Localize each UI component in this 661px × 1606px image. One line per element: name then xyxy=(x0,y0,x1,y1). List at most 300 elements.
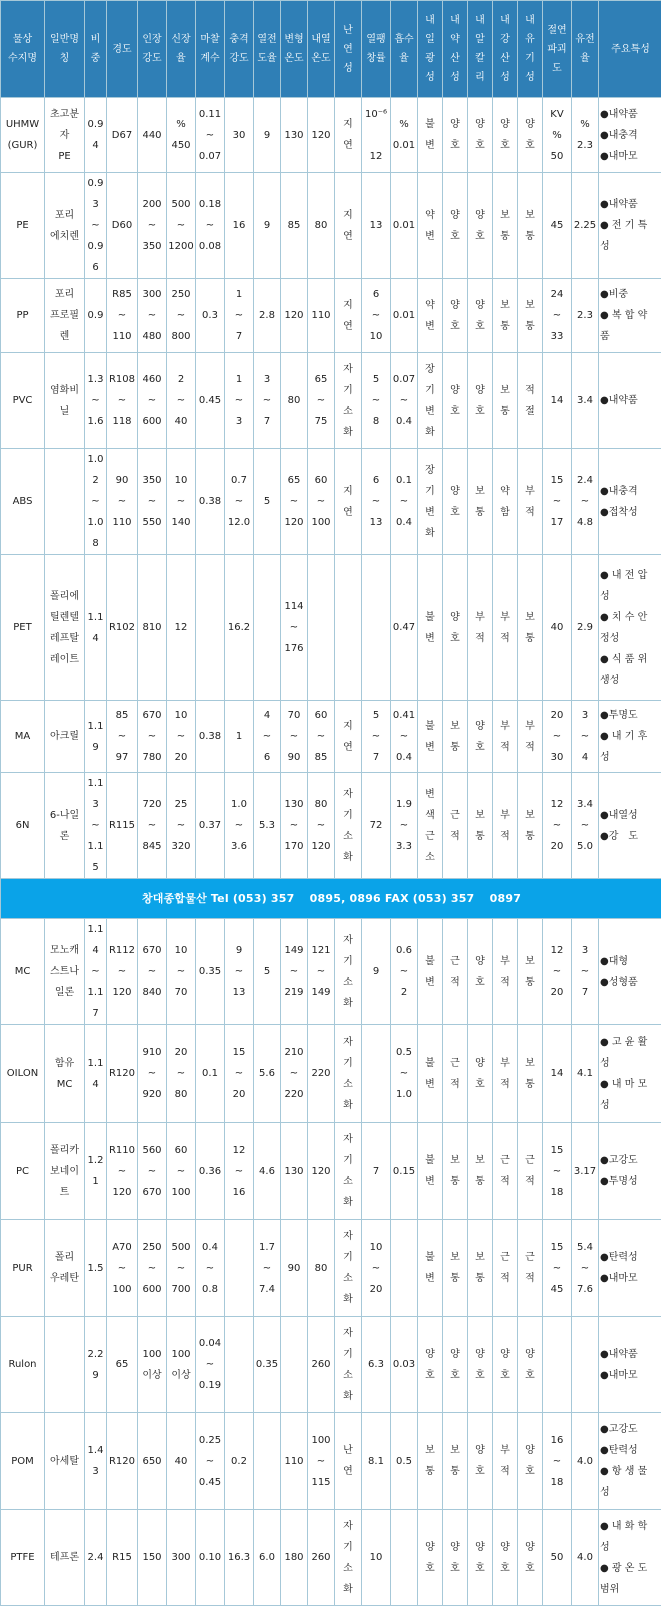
table-cell: 0.07 ~ 0.4 xyxy=(391,353,418,449)
table-cell: 테프론 xyxy=(45,1510,85,1606)
table-cell: 50 xyxy=(543,1510,572,1606)
table-cell: 1.14 xyxy=(85,1025,107,1123)
table-cell: 0.94 xyxy=(85,98,107,173)
table-cell: 지 연 xyxy=(335,279,362,353)
column-header: 인장 강도 xyxy=(138,1,167,98)
table-cell: 부 적 xyxy=(518,449,543,555)
resin-name-cell: UHMW (GUR) xyxy=(1,98,45,173)
table-cell: 45 xyxy=(543,173,572,279)
table-cell: 9 ~ 13 xyxy=(225,919,254,1025)
table-cell: 양 호 xyxy=(468,1317,493,1413)
table-cell: 2.25 xyxy=(572,173,599,279)
resin-name-cell: Rulon xyxy=(1,1317,45,1413)
table-cell: 10 ~ 20 xyxy=(167,701,196,773)
feature-cell: ● 고 윤 활 성 ● 내 마 모 성 xyxy=(599,1025,661,1123)
table-cell: 121 ~ 149 xyxy=(308,919,335,1025)
table-cell: 14 xyxy=(543,353,572,449)
table-cell: 5.4 ~ 7.6 xyxy=(572,1220,599,1317)
table-cell: 보 통 xyxy=(443,1123,468,1220)
table-cell: 100 이상 xyxy=(138,1317,167,1413)
table-cell: 3.4 xyxy=(572,353,599,449)
table-cell: R108 ~ 118 xyxy=(107,353,138,449)
feature-cell: ● 내 화 학 성 ● 광 온 도 범위 xyxy=(599,1510,661,1606)
table-cell: 110 xyxy=(308,279,335,353)
table-cell: 12 xyxy=(167,555,196,701)
table-cell: 0.93 ~ 0.96 xyxy=(85,173,107,279)
table-cell: 0.1 ~ 0.4 xyxy=(391,449,418,555)
table-cell: 0.01 xyxy=(391,279,418,353)
column-header: 일반명 칭 xyxy=(45,1,85,98)
table-cell: 720 ~ 845 xyxy=(138,773,167,879)
column-header: 내 알 칼 리 xyxy=(468,1,493,98)
resin-name-cell: MC xyxy=(1,919,45,1025)
table-row xyxy=(1,919,661,1025)
table-cell: 보 통 xyxy=(493,279,518,353)
table-cell: 1.7 ~ 7.4 xyxy=(254,1220,281,1317)
table-cell: 지 연 xyxy=(335,701,362,773)
column-header: 흡수 율 xyxy=(391,1,418,98)
table-cell: 12 ~ 20 xyxy=(543,919,572,1025)
column-header: 절연 파괴 도 xyxy=(543,1,572,98)
table-cell: D60 xyxy=(107,173,138,279)
table-cell: 90 xyxy=(281,1220,308,1317)
table-cell xyxy=(45,1317,85,1413)
table-cell: 약 변 xyxy=(418,173,443,279)
table-cell: 250 ~ 600 xyxy=(138,1220,167,1317)
feature-cell: ●탄력성 ●내마모 xyxy=(599,1220,661,1317)
feature-cell: ●고강도 ●투명성 xyxy=(599,1123,661,1220)
table-cell: 불 변 xyxy=(418,98,443,173)
table-cell: 난 연 xyxy=(335,1413,362,1510)
table-cell: 0.6 ~ 2 xyxy=(391,919,418,1025)
table-cell: 0.11 ~ 0.07 xyxy=(196,98,225,173)
table-cell: 양 호 xyxy=(518,1413,543,1510)
table-row xyxy=(1,1220,661,1317)
table-cell: 양 호 xyxy=(468,1510,493,1606)
header-row xyxy=(1,1,661,98)
table-cell: 260 xyxy=(308,1317,335,1413)
table-cell: 양 호 xyxy=(443,1510,468,1606)
table-cell: 포리 에치렌 xyxy=(45,173,85,279)
table-row xyxy=(1,449,661,555)
table-cell: 4 ~ 6 xyxy=(254,701,281,773)
table-cell: 10 ~ 20 xyxy=(362,1220,391,1317)
table-cell: R15 xyxy=(107,1510,138,1606)
table-cell: KV % 50 xyxy=(543,98,572,173)
table-cell: 0.36 xyxy=(196,1123,225,1220)
resin-name-cell: OILON xyxy=(1,1025,45,1123)
table-cell: 근 적 xyxy=(443,919,468,1025)
table-cell: 0.25 ~ 0.45 xyxy=(196,1413,225,1510)
table-cell: 3 ~ 4 xyxy=(572,701,599,773)
table-cell: 부 적 xyxy=(518,701,543,773)
table-cell: 120 xyxy=(308,98,335,173)
table-cell: 10 ~ 70 xyxy=(167,919,196,1025)
table-cell: 1.21 xyxy=(85,1123,107,1220)
column-header: 열전 도율 xyxy=(254,1,281,98)
table-cell: 0.1 xyxy=(196,1025,225,1123)
table-cell: 0.35 xyxy=(196,919,225,1025)
table-cell: 110 xyxy=(281,1413,308,1510)
column-header: 마찰 계수 xyxy=(196,1,225,98)
table-cell: 16 ~ 18 xyxy=(543,1413,572,1510)
table-cell: 보 통 xyxy=(443,701,468,773)
table-row xyxy=(1,1510,661,1606)
table-cell: R102 xyxy=(107,555,138,701)
table-cell: 16 xyxy=(225,173,254,279)
table-cell: 4.6 xyxy=(254,1123,281,1220)
table-cell: 근 적 xyxy=(443,1025,468,1123)
table-row xyxy=(1,1317,661,1413)
table-cell: 양 호 xyxy=(443,98,468,173)
column-header: 경도 xyxy=(107,1,138,98)
table-row xyxy=(1,1123,661,1220)
table-cell: 지 연 xyxy=(335,98,362,173)
table-cell: 0.01 xyxy=(391,173,418,279)
table-cell: 보 통 xyxy=(493,173,518,279)
table-row xyxy=(1,555,661,701)
table-cell: 자 기 소 화 xyxy=(335,1317,362,1413)
table-cell: 포리 프로필 렌 xyxy=(45,279,85,353)
table-cell xyxy=(391,1220,418,1317)
resin-name-cell: PUR xyxy=(1,1220,45,1317)
table-cell: 양 호 xyxy=(493,98,518,173)
column-header: 내열 온도 xyxy=(308,1,335,98)
table-cell: 0.9 xyxy=(85,279,107,353)
table-cell: 40 xyxy=(543,555,572,701)
table-cell: 3 ~ 7 xyxy=(254,353,281,449)
table-cell: 7 xyxy=(362,1123,391,1220)
table-cell: 6.3 xyxy=(362,1317,391,1413)
table-cell: 보 통 xyxy=(418,1413,443,1510)
table-cell: 3.17 xyxy=(572,1123,599,1220)
table-cell: D67 xyxy=(107,98,138,173)
table-cell: 60 ~ 100 xyxy=(167,1123,196,1220)
table-cell: 부 적 xyxy=(493,1413,518,1510)
table-cell: 15 ~ 20 xyxy=(225,1025,254,1123)
table-cell: % 0.01 xyxy=(391,98,418,173)
table-cell: 2.3 xyxy=(572,279,599,353)
table-cell: 1.0 ~ 3.6 xyxy=(225,773,254,879)
table-cell: 70 ~ 90 xyxy=(281,701,308,773)
table-cell: 지 연 xyxy=(335,449,362,555)
column-header: 내 약 산 성 xyxy=(443,1,468,98)
table-cell: 1.02 ~ 1.08 xyxy=(85,449,107,555)
table-cell: 20 ~ 30 xyxy=(543,701,572,773)
table-cell: 350 ~ 550 xyxy=(138,449,167,555)
table-cell: 810 xyxy=(138,555,167,701)
table-cell: 2.29 xyxy=(85,1317,107,1413)
resin-name-cell: PVC xyxy=(1,353,45,449)
table-cell xyxy=(225,1220,254,1317)
table-cell: 13 xyxy=(362,173,391,279)
table-cell: 16.2 xyxy=(225,555,254,701)
table-cell: 0.47 xyxy=(391,555,418,701)
table-cell: 0.37 xyxy=(196,773,225,879)
table-cell: 5 ~ 7 xyxy=(362,701,391,773)
table-cell: 보 통 xyxy=(518,773,543,879)
column-header: 물상 수지명 xyxy=(1,1,45,98)
table-cell: 양 호 xyxy=(443,173,468,279)
table-cell: 근 적 xyxy=(443,773,468,879)
column-header: 변형 온도 xyxy=(281,1,308,98)
table-cell: % 450 xyxy=(167,98,196,173)
table-cell: 부 적 xyxy=(493,555,518,701)
feature-cell: ●내약품 xyxy=(599,353,661,449)
table-cell: R85 ~ 110 xyxy=(107,279,138,353)
table-cell: 함유 MC xyxy=(45,1025,85,1123)
table-cell: 2.9 xyxy=(572,555,599,701)
table-cell: 보 통 xyxy=(468,1220,493,1317)
table-cell: 양 호 xyxy=(443,449,468,555)
table-cell: 1.19 xyxy=(85,701,107,773)
feature-cell: ●내약품 ●내마모 xyxy=(599,1317,661,1413)
table-cell: 0.38 xyxy=(196,449,225,555)
table-cell xyxy=(254,555,281,701)
column-header: 비 중 xyxy=(85,1,107,98)
table-cell: 부 적 xyxy=(493,1025,518,1123)
table-cell: 4.1 xyxy=(572,1025,599,1123)
table-cell xyxy=(308,555,335,701)
table-cell xyxy=(45,449,85,555)
table-cell: 약 함 xyxy=(493,449,518,555)
resin-name-cell: POM xyxy=(1,1413,45,1510)
table-cell: 양 호 xyxy=(443,555,468,701)
table-cell xyxy=(572,1317,599,1413)
table-cell: 양 호 xyxy=(468,1413,493,1510)
table-cell: 근 적 xyxy=(493,1123,518,1220)
table-cell: 양 호 xyxy=(468,98,493,173)
table-cell: 40 xyxy=(167,1413,196,1510)
feature-cell: ●투명도 ● 내 기 후 성 xyxy=(599,701,661,773)
table-cell: 15 ~ 45 xyxy=(543,1220,572,1317)
table-cell: 8.1 xyxy=(362,1413,391,1510)
table-cell: 적 절 xyxy=(518,353,543,449)
table-cell xyxy=(335,555,362,701)
column-header: 내 강 산 성 xyxy=(493,1,518,98)
table-cell: 양 호 xyxy=(468,701,493,773)
table-cell: 보 통 xyxy=(518,555,543,701)
table-cell: 0.15 xyxy=(391,1123,418,1220)
table-cell: 양 호 xyxy=(468,353,493,449)
table-cell: 1.43 xyxy=(85,1413,107,1510)
table-cell: 300 ~ 480 xyxy=(138,279,167,353)
table-cell xyxy=(543,1317,572,1413)
company-banner-row xyxy=(1,879,661,919)
table-row xyxy=(1,98,661,173)
table-cell: 5.6 xyxy=(254,1025,281,1123)
table-cell: 9 xyxy=(362,919,391,1025)
table-cell: 90 ~ 110 xyxy=(107,449,138,555)
table-cell: 100 이상 xyxy=(167,1317,196,1413)
table-cell xyxy=(196,555,225,701)
table-cell: 1.13 ~ 1.15 xyxy=(85,773,107,879)
table-cell: 불 변 xyxy=(418,701,443,773)
table-cell: 0.35 xyxy=(254,1317,281,1413)
table-cell: 80 xyxy=(308,173,335,279)
column-header: 주요특성 xyxy=(599,1,661,98)
table-cell: 장 기 변 화 xyxy=(418,449,443,555)
table-cell: 보 통 xyxy=(468,1123,493,1220)
table-cell: 부 적 xyxy=(468,555,493,701)
table-cell: 양 호 xyxy=(493,1510,518,1606)
table-cell: 자 기 소 화 xyxy=(335,773,362,879)
table-cell: 불 변 xyxy=(418,1123,443,1220)
table-row xyxy=(1,1025,661,1123)
resin-name-cell: ABS xyxy=(1,449,45,555)
table-cell: 자 기 소 화 xyxy=(335,1220,362,1317)
table-cell: 불 변 xyxy=(418,1220,443,1317)
feature-cell: ●고강도 ●탄력성 ● 항 생 물 성 xyxy=(599,1413,661,1510)
table-cell: 보 통 xyxy=(493,353,518,449)
table-cell: 양 호 xyxy=(443,279,468,353)
table-cell: 114 ~ 176 xyxy=(281,555,308,701)
table-cell: 초고분 자 PE xyxy=(45,98,85,173)
table-cell: 220 xyxy=(308,1025,335,1123)
table-cell: 0.5 ~ 1.0 xyxy=(391,1025,418,1123)
table-cell: 양 호 xyxy=(518,1317,543,1413)
table-cell: 모노캐 스트나 일론 xyxy=(45,919,85,1025)
table-cell: 6.0 xyxy=(254,1510,281,1606)
table-cell: 6 ~ 13 xyxy=(362,449,391,555)
table-cell: 양 호 xyxy=(443,353,468,449)
table-cell: 3 ~ 7 xyxy=(572,919,599,1025)
table-cell: 210 ~ 220 xyxy=(281,1025,308,1123)
column-header: 유전 율 xyxy=(572,1,599,98)
table-row xyxy=(1,701,661,773)
table-cell: 500 ~ 700 xyxy=(167,1220,196,1317)
table-cell: 양 호 xyxy=(443,1317,468,1413)
table-cell: 0.3 xyxy=(196,279,225,353)
table-row xyxy=(1,279,661,353)
table-cell: 약 변 xyxy=(418,279,443,353)
table-cell: 85 ~ 97 xyxy=(107,701,138,773)
table-cell: 자 기 소 화 xyxy=(335,1123,362,1220)
table-cell: 460 ~ 600 xyxy=(138,353,167,449)
table-cell: 아크릴 xyxy=(45,701,85,773)
table-cell: 폴리에 틸렌텔 레프탈 레이트 xyxy=(45,555,85,701)
table-cell: 보 통 xyxy=(518,919,543,1025)
table-cell: 0.38 xyxy=(196,701,225,773)
table-cell: 30 xyxy=(225,98,254,173)
table-cell: 1.3 ~ 1.6 xyxy=(85,353,107,449)
table-cell: 72 xyxy=(362,773,391,879)
resin-name-cell: PET xyxy=(1,555,45,701)
table-cell: 10⁻⁶ 12 xyxy=(362,98,391,173)
table-cell: 65 ~ 75 xyxy=(308,353,335,449)
table-cell: 12 ~ 20 xyxy=(543,773,572,879)
table-cell: 양 호 xyxy=(518,98,543,173)
table-cell: 65 ~ 120 xyxy=(281,449,308,555)
table-cell: 6-나일 론 xyxy=(45,773,85,879)
table-cell: 560 ~ 670 xyxy=(138,1123,167,1220)
table-cell: 1.14 xyxy=(85,555,107,701)
table-cell: 0.2 xyxy=(225,1413,254,1510)
table-cell: 15 ~ 18 xyxy=(543,1123,572,1220)
resin-name-cell: PE xyxy=(1,173,45,279)
table-cell: 200 ~ 350 xyxy=(138,173,167,279)
table-cell: R120 xyxy=(107,1025,138,1123)
table-cell: 0.41 ~ 0.4 xyxy=(391,701,418,773)
table-cell: 20 ~ 80 xyxy=(167,1025,196,1123)
table-cell: 2.8 xyxy=(254,279,281,353)
table-cell: 폴리카 보네이 트 xyxy=(45,1123,85,1220)
table-cell: 1 xyxy=(225,701,254,773)
table-row xyxy=(1,773,661,879)
table-cell: 4.0 xyxy=(572,1510,599,1606)
table-cell: 불 변 xyxy=(418,555,443,701)
table-cell: 부 적 xyxy=(493,701,518,773)
table-cell: 1 ~ 7 xyxy=(225,279,254,353)
table-cell: R120 xyxy=(107,1413,138,1510)
table-cell: 2.4 xyxy=(85,1510,107,1606)
table-cell: 자 기 소 화 xyxy=(335,1510,362,1606)
feature-cell: ●내열성 ●강 도 xyxy=(599,773,661,879)
table-cell: 300 xyxy=(167,1510,196,1606)
table-cell: 500 ~ 1200 xyxy=(167,173,196,279)
table-cell: 130 xyxy=(281,98,308,173)
table-cell: R110 ~ 120 xyxy=(107,1123,138,1220)
table-cell: 9 xyxy=(254,173,281,279)
table-cell: 불 변 xyxy=(418,919,443,1025)
column-header: 난 연 성 xyxy=(335,1,362,98)
feature-cell: ●비중 ● 복 합 약 품 xyxy=(599,279,661,353)
table-cell: 260 xyxy=(308,1510,335,1606)
table-cell: 장 기 변 화 xyxy=(418,353,443,449)
table-cell: 130 xyxy=(281,1123,308,1220)
table-cell xyxy=(362,1025,391,1123)
table-cell: 0.5 xyxy=(391,1413,418,1510)
table-cell: 5 xyxy=(254,919,281,1025)
table-cell: R112 ~ 120 xyxy=(107,919,138,1025)
table-cell: % 2.3 xyxy=(572,98,599,173)
table-cell: 0.4 ~ 0.8 xyxy=(196,1220,225,1317)
table-cell: 25 ~ 320 xyxy=(167,773,196,879)
resin-name-cell: PC xyxy=(1,1123,45,1220)
table-cell: 2.4 ~ 4.8 xyxy=(572,449,599,555)
table-cell: 130 ~ 170 xyxy=(281,773,308,879)
table-cell: 15 ~ 17 xyxy=(543,449,572,555)
table-cell: 149 ~ 219 xyxy=(281,919,308,1025)
column-header: 충격 강도 xyxy=(225,1,254,98)
table-row xyxy=(1,353,661,449)
table-cell: 1 ~ 3 xyxy=(225,353,254,449)
table-cell: 2 ~ 40 xyxy=(167,353,196,449)
table-cell: 150 xyxy=(138,1510,167,1606)
table-cell: 양 호 xyxy=(468,1025,493,1123)
table-cell: 지 연 xyxy=(335,173,362,279)
table-cell: 650 xyxy=(138,1413,167,1510)
table-cell: 12 ~ 16 xyxy=(225,1123,254,1220)
table-cell: 0.7 ~ 12.0 xyxy=(225,449,254,555)
table-cell: 60 ~ 85 xyxy=(308,701,335,773)
table-cell: 0.03 xyxy=(391,1317,418,1413)
table-cell: 부 적 xyxy=(493,919,518,1025)
table-cell: 보 통 xyxy=(468,773,493,879)
table-cell xyxy=(281,1317,308,1413)
table-cell: 근 적 xyxy=(518,1220,543,1317)
table-cell xyxy=(391,1510,418,1606)
column-header: 신장 율 xyxy=(167,1,196,98)
company-contact-banner: 창대종합물산 Tel (053) 357 0895, 0896 FAX (053) 357 0897 xyxy=(1,879,661,919)
table-cell: 보 통 xyxy=(518,1025,543,1123)
table-cell: A70 ~ 100 xyxy=(107,1220,138,1317)
table-cell: 10 ~ 140 xyxy=(167,449,196,555)
table-cell: 24 ~ 33 xyxy=(543,279,572,353)
table-cell: 440 xyxy=(138,98,167,173)
table-cell: 670 ~ 780 xyxy=(138,701,167,773)
table-cell: 0.45 xyxy=(196,353,225,449)
